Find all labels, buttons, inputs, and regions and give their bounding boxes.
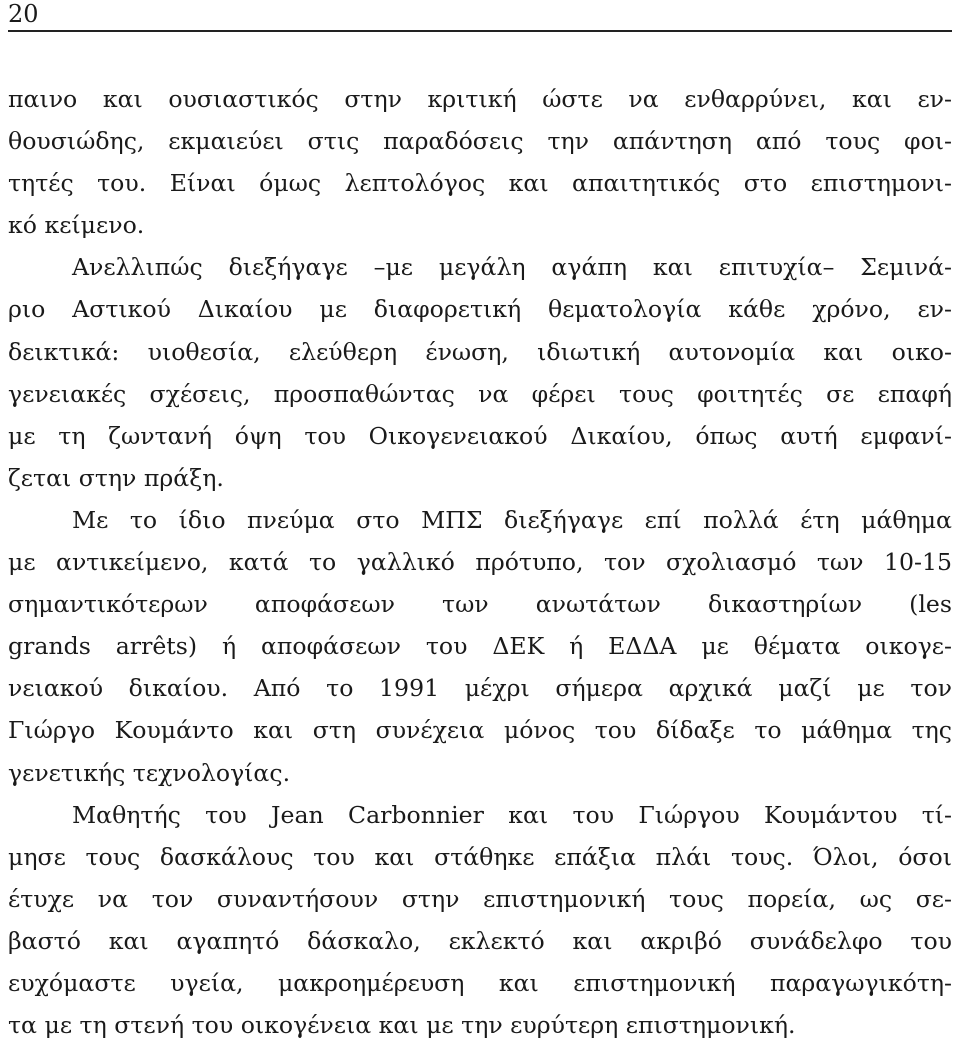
text-line: με αντικείμενο, κατά το γαλλικό πρότυπο, τον σχολιασμό των 10-15 xyxy=(8,548,952,577)
text-line: Γιώργο Κουμάντο και στη συνέχεια μόνος του δίδαξε το μάθημα της xyxy=(8,716,952,745)
text-line: νειακού δικαίου. Από το 1991 μέχρι σήμερα αρχικά μαζί με τον xyxy=(8,674,952,703)
text-line: Μαθητής του Jean Carbonnier και του Γιώργου Κουμάντου τί- xyxy=(72,800,952,829)
page-number: 20 xyxy=(8,0,39,28)
text-line: τα με τη στενή του οικογένεια και με την ευρύτερη επιστημονική. xyxy=(8,1011,796,1040)
text-line: κό κείμενο. xyxy=(8,211,145,240)
text-line: με τη ζωντανή όψη του Οικογενειακού Δικαίου, όπως αυτή εμφανί- xyxy=(8,421,952,450)
text-line: θουσιώδης, εκμαιεύει στις παραδόσεις την απάντηση από τους φοι- xyxy=(8,127,952,156)
text-line: ζεται στην πράξη. xyxy=(8,463,224,492)
text-line: γενειακές σχέσεις, προσπαθώντας να φέρει τους φοιτητές σε επαφή xyxy=(8,379,952,408)
text-line: γενετικής τεχνολογίας. xyxy=(8,758,291,787)
text-line: Ανελλιπώς διεξήγαγε –με μεγάλη αγάπη και επιτυχία– Σεμινά- xyxy=(72,253,952,282)
text-line: grands arrêts) ή αποφάσεων του ΔΕΚ ή ΕΔΔΑ με θέματα οικογε- xyxy=(8,632,952,661)
text-line: ευχόμαστε υγεία, μακροημέρευση και επιστημονική παραγωγικότη- xyxy=(8,968,952,997)
text-line: δεικτικά: υιοθεσία, ελεύθερη ένωση, ιδιωτική αυτονομία και οικο- xyxy=(8,337,952,366)
text-line: σημαντικότερων αποφάσεων των ανωτάτων δικαστηρίων (les xyxy=(8,590,952,619)
text-line: μησε τους δασκάλους του και στάθηκε επάξια πλάι τους. Όλοι, όσοι xyxy=(8,842,952,871)
body-text xyxy=(8,78,952,1046)
text-line: Με το ίδιο πνεύμα στο ΜΠΣ διεξήγαγε επί πολλά έτη μάθημα xyxy=(72,505,952,534)
text-line: βαστό και αγαπητό δάσκαλο, εκλεκτό και ακριβό συνάδελφο του xyxy=(8,926,952,955)
header-rule xyxy=(8,30,952,32)
text-line: έτυχε να τον συναντήσουν στην επιστημονική τους πορεία, ως σε- xyxy=(8,884,952,913)
text-line: παινο και ουσιαστικός στην κριτική ώστε να ενθαρρύνει, και εν- xyxy=(8,85,952,113)
text-line: ριο Αστικού Δικαίου με διαφορετική θεματολογία κάθε χρόνο, εν- xyxy=(8,295,952,324)
text-line: τητές του. Είναι όμως λεπτολόγος και απαιτητικός στο επιστημονι- xyxy=(8,169,952,198)
